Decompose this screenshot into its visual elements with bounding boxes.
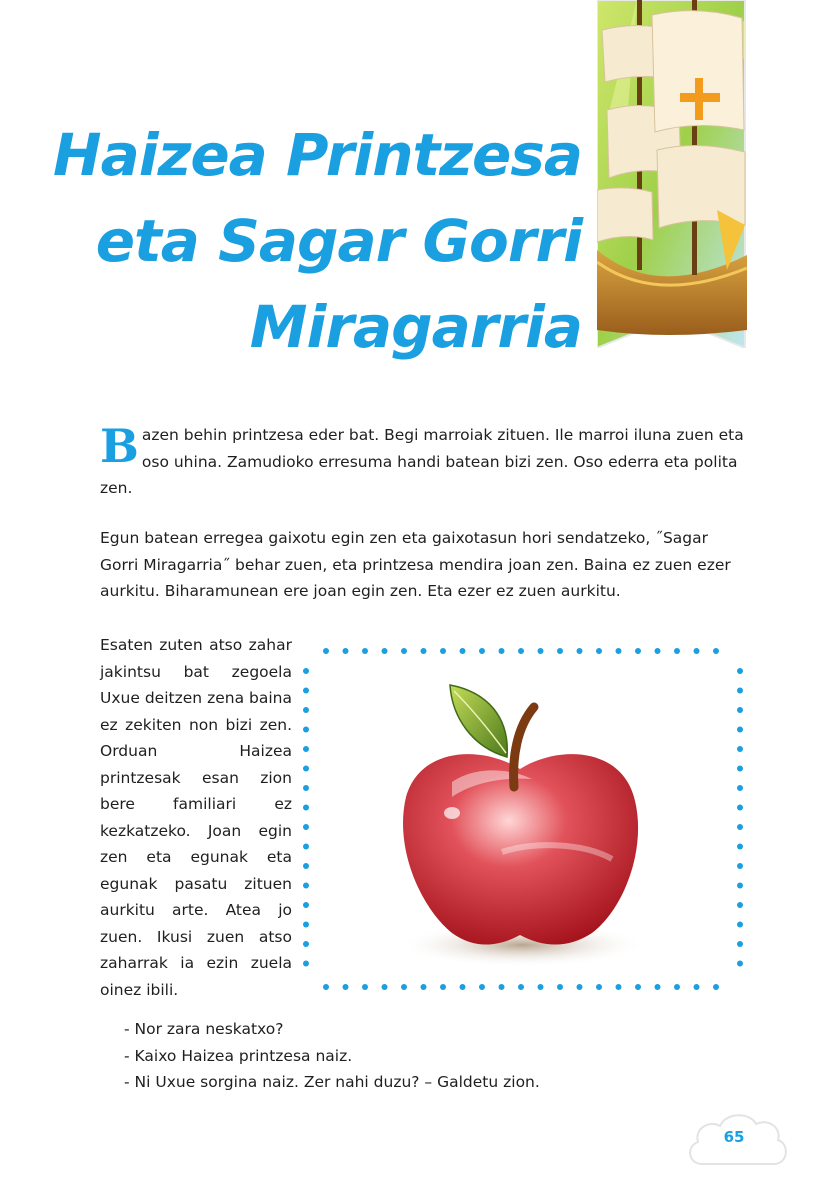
border-dot [694, 984, 700, 990]
border-dot [737, 844, 743, 850]
border-dot [713, 984, 719, 990]
paragraph-1-text: azen behin printzesa eder bat. Begi marroiak zituen. Ile marroi iluna zuen eta oso uhina. Zamudioko erresuma handi batean bizi zen. Oso ederra eta polita zen. [100, 426, 744, 497]
border-dot [421, 648, 427, 654]
border-dot [362, 984, 368, 990]
border-dot [479, 984, 485, 990]
border-dot [635, 648, 641, 654]
title-line-2: eta Sagar Gorri [95, 207, 582, 275]
border-dot [713, 648, 719, 654]
border-dot [737, 766, 743, 772]
border-dot [323, 984, 329, 990]
border-dot [737, 863, 743, 869]
border-dot [557, 984, 563, 990]
border-dot [303, 844, 309, 850]
dialogue-line-1: - Nor zara neskatxo? [124, 1020, 284, 1038]
border-dot [616, 648, 622, 654]
border-dot [303, 766, 309, 772]
border-dot [303, 961, 309, 967]
drop-cap: B [100, 419, 139, 473]
dialogue [124, 1016, 540, 1096]
border-dot [401, 648, 407, 654]
border-dot [303, 668, 309, 674]
border-dot [596, 648, 602, 654]
border-dot [303, 727, 309, 733]
border-dot [737, 727, 743, 733]
border-dot [596, 984, 602, 990]
border-dot [303, 707, 309, 713]
border-dot [303, 941, 309, 947]
border-dot [440, 984, 446, 990]
border-dot [303, 688, 309, 694]
border-dot [382, 984, 388, 990]
page-number: 65 [723, 1128, 745, 1146]
paragraph-2: Egun batean erregea gaixotu egin zen eta gaixotasun hori sendatzeko, ˝Sagar Gorri Miragarria˝ behar zuen, eta printzesa mendira joan zen. Baina ez zuen ezer aurkitu. Biharamunean ere joan egin zen. Eta ezer ez zuen aurkitu. [100, 529, 731, 600]
border-dot [737, 902, 743, 908]
border-dot [737, 922, 743, 928]
border-dot [460, 648, 466, 654]
page-number-cloud [684, 1106, 790, 1172]
ship-banner-illustration [597, 0, 747, 348]
border-dot [557, 648, 563, 654]
border-dot [303, 883, 309, 889]
border-dot [737, 746, 743, 752]
border-dot [499, 984, 505, 990]
border-dot [401, 984, 407, 990]
border-dot [303, 746, 309, 752]
border-dot [737, 785, 743, 791]
dialogue-line-2: - Kaixo Haizea printzesa naiz. [124, 1046, 353, 1065]
title-line-3: Miragarria [249, 293, 582, 361]
border-dot [323, 648, 329, 654]
border-dot [737, 941, 743, 947]
border-dot [343, 648, 349, 654]
border-dot [737, 883, 743, 889]
border-dot [421, 984, 427, 990]
border-dot [303, 824, 309, 830]
border-dot [635, 984, 641, 990]
border-dot [303, 805, 309, 811]
border-dot [343, 984, 349, 990]
border-dot [303, 922, 309, 928]
apple-illustration-frame [302, 647, 744, 991]
border-dot [694, 648, 700, 654]
border-dot [303, 785, 309, 791]
border-dot [737, 805, 743, 811]
border-dot [737, 668, 743, 674]
dialogue-line-3: - Ni Uxue sorgina naiz. Zer nahi duzu? – Galdetu zion. [124, 1073, 540, 1091]
title-line-1: Haizea Printzesa [53, 121, 582, 189]
border-dot [460, 984, 466, 990]
page-title [53, 112, 582, 370]
border-dot [737, 961, 743, 967]
border-dot [382, 648, 388, 654]
border-dot [737, 688, 743, 694]
border-dot [479, 648, 485, 654]
border-dot [538, 984, 544, 990]
border-dot [440, 648, 446, 654]
border-dot [655, 984, 661, 990]
border-dot [674, 648, 680, 654]
border-dot [538, 648, 544, 654]
border-dot [577, 984, 583, 990]
border-dot [303, 863, 309, 869]
border-dot [616, 984, 622, 990]
border-dot [499, 648, 505, 654]
border-dot [674, 984, 680, 990]
border-dot [518, 984, 524, 990]
border-dot [577, 648, 583, 654]
border-dot [737, 707, 743, 713]
border-dot [303, 902, 309, 908]
border-dot [655, 648, 661, 654]
paragraph-1 [100, 419, 746, 502]
border-dot [518, 648, 524, 654]
border-dot [737, 824, 743, 830]
paragraph-3: Esaten zuten atso zahar jakintsu bat zegoela Uxue deitzen zena baina ez zekiten non bizi zen. Orduan Haizea printzesak esan zion bere familiari ez kezkatzeko. Joan egin zen eta egunak eta egunak pasatu zituen aurkitu arte. Atea jo zuen. Ikusi zuen atso zaharrak ia ezin zuela oinez ibili. [100, 636, 292, 999]
border-dot [362, 648, 368, 654]
